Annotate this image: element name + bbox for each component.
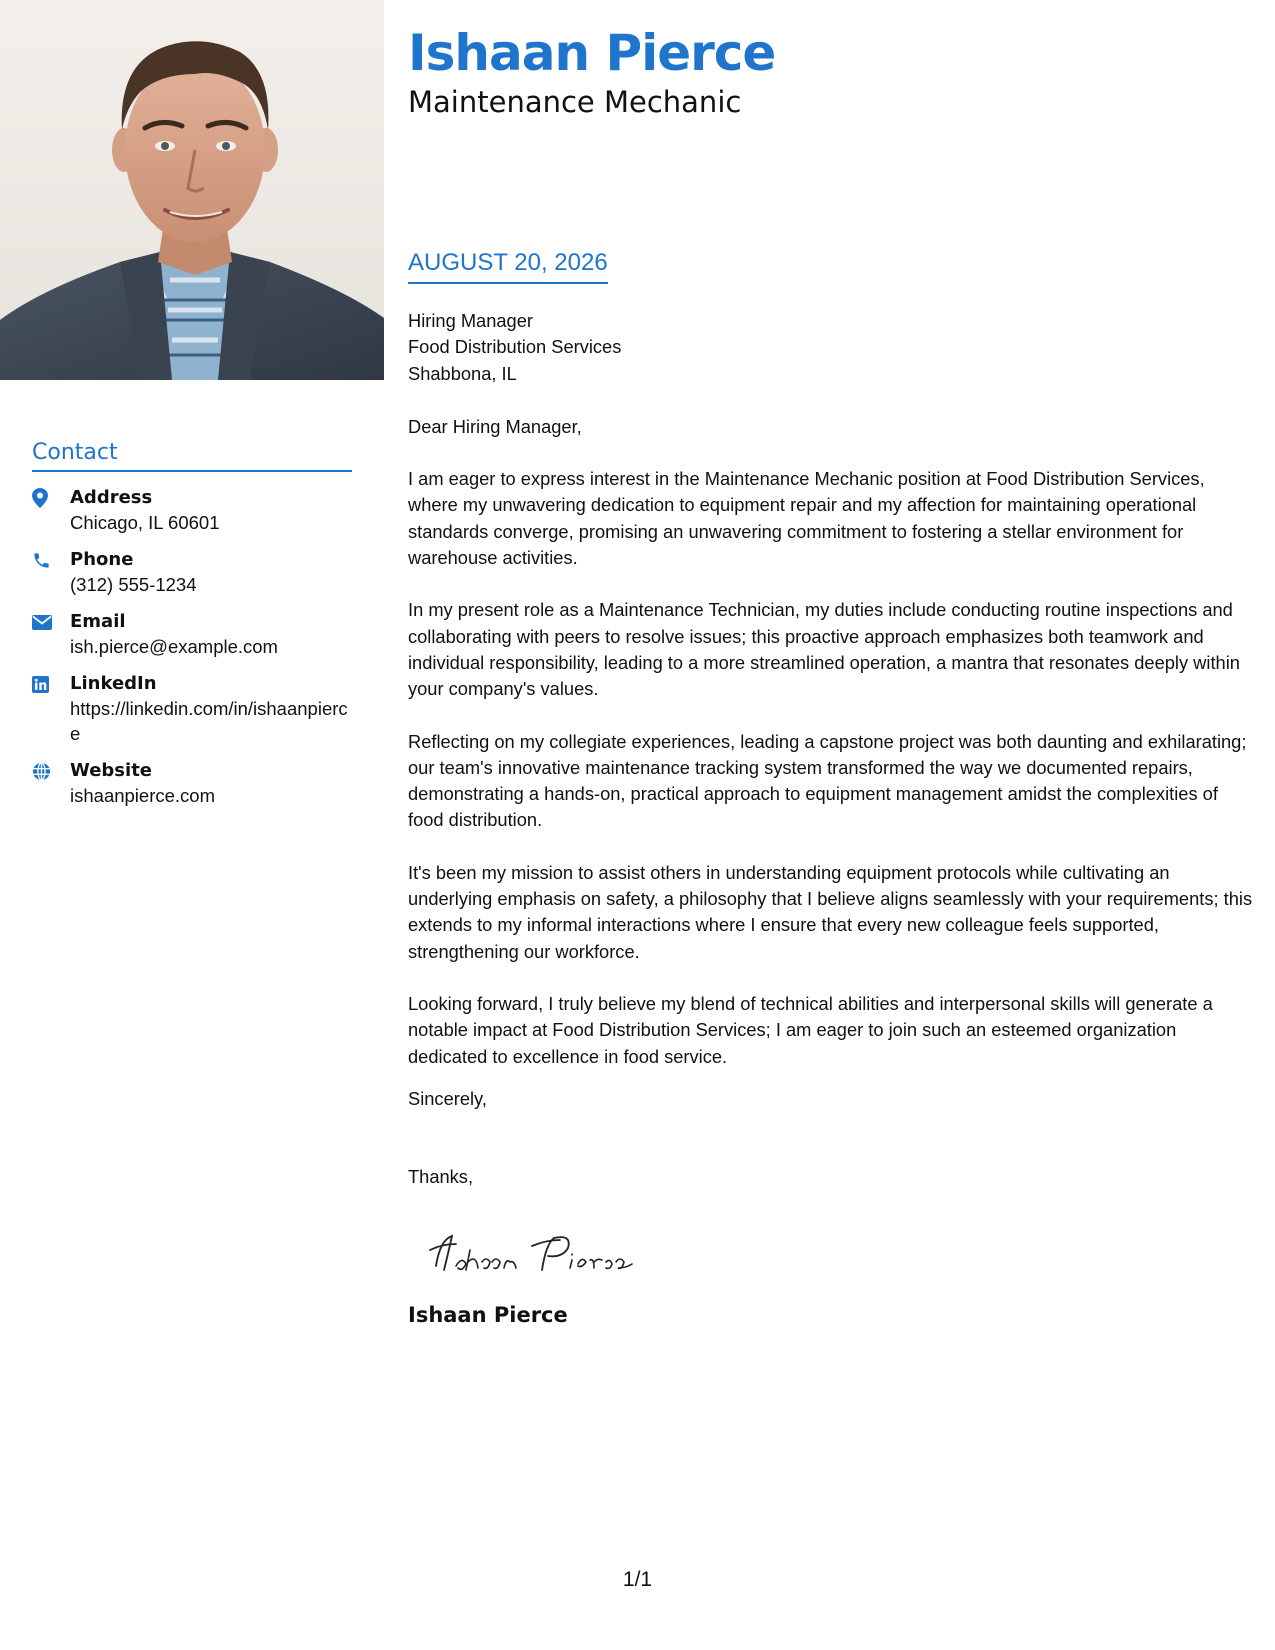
applicant-name: Ishaan Pierce [408,24,776,82]
phone-icon [32,548,70,572]
contact-section [32,438,352,821]
thanks-line: Thanks, [408,1166,474,1188]
contact-item-email [32,610,352,659]
map-pin-icon [32,486,70,510]
letter-body [408,308,1253,1330]
letter-date: AUGUST 20, 2026 [408,248,608,284]
recipient-line: Shabbona, IL [408,362,517,384]
envelope-icon [32,610,70,634]
linkedin-value[interactable]: https://linkedin.com/in/ishaanpierce [70,698,348,744]
phone-label: Phone [70,549,134,570]
letter-paragraph: Looking forward, I truly believe my blend of technical abilities and interpersonal skills will generate a notable impact at Food Distribution Services; I am eager to join such an esteemed organization dedicated to excellence in food service. [408,992,1213,1067]
letter-paragraph: In my present role as a Maintenance Technician, my duties include conducting routine inspections and collaborating with peers to resolve issues; this proactive approach emphasizes both teamwork and individual responsibility, leading to a more streamlined operation, a mantra that resonates deeply within your company's values. [408,599,1240,700]
address-value: Chicago, IL 60601 [70,512,220,533]
page-number: 1/1 [622,1568,653,1591]
website-label: Website [70,760,153,781]
contact-item-linkedin [32,672,352,746]
phone-value[interactable]: (312) 555-1234 [70,574,197,595]
salutation: Dear Hiring Manager, [408,415,582,437]
profile-photo [0,0,384,380]
letter-paragraph: Reflecting on my collegiate experiences, leading a capstone project was both daunting and exhilarating; our team's innovative maintenance tracking system transformed the way we documented repairs, demonstrating a hands-on, practical approach to equipment management amidst the complexities of food distribution. [408,730,1247,831]
closing: Sincerely, [408,1087,487,1109]
portrait-image [0,0,384,380]
recipient-line: Hiring Manager [408,310,533,331]
email-label: Email [70,611,126,632]
recipient-block [408,308,1253,387]
recipient-line: Food Distribution Services [408,336,622,358]
linkedin-icon [32,672,70,696]
globe-icon [32,759,70,783]
signature-image [422,1226,662,1286]
signer-name: Ishaan Pierce [408,1303,568,1328]
contact-item-address [32,486,352,535]
email-value[interactable]: ish.pierce@example.com [70,636,278,657]
letter-paragraph: It's been my mission to assist others in understanding equipment protocols while cultivating an underlying emphasis on safety, a philosophy that I believe aligns seamlessly with your requirements; this extends to my informal interactions where I ensure that every new colleague feels supported, strengthening our workforce. [408,861,1253,962]
linkedin-label: LinkedIn [70,673,157,694]
contact-heading: Contact [32,438,352,472]
address-label: Address [70,487,153,508]
handwritten-signature [422,1226,1253,1286]
contact-item-website [32,759,352,808]
applicant-job-title: Maintenance Mechanic [408,85,742,119]
letter-paragraph: I am eager to express interest in the Maintenance Mechanic position at Food Distribution Services, where my unwavering dedication to equipment repair and my affection for maintaining operational standards converge, promising an unwavering commitment to fostering a stellar environment for warehouse activities. [408,468,1205,569]
website-value[interactable]: ishaanpierce.com [70,785,215,806]
contact-item-phone [32,548,352,597]
